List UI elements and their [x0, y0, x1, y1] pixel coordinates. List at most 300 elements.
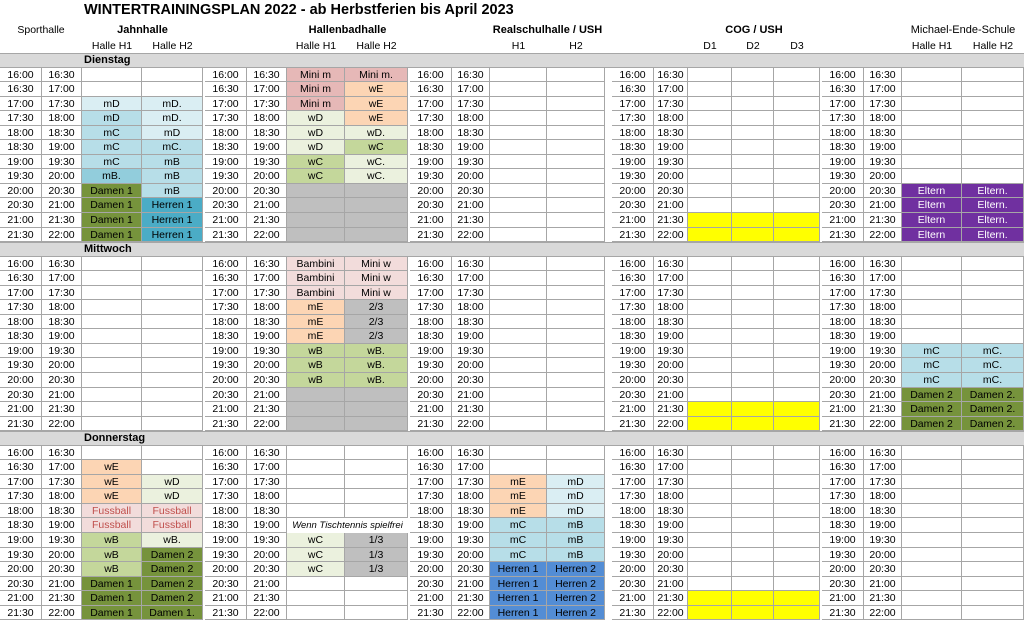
time-from: 20:30: [410, 577, 452, 591]
time-from: 16:00: [205, 68, 247, 82]
time-to: 17:00: [864, 271, 902, 286]
time-to: 18:00: [42, 111, 82, 126]
schedule-cell: wB: [82, 533, 142, 548]
schedule-cell: [547, 460, 605, 475]
schedule-cell: [547, 402, 605, 417]
time-from: 19:00: [612, 155, 654, 169]
schedule-cell: Herren 2: [547, 577, 605, 591]
schedule-cell: [732, 155, 774, 169]
time-from: 16:00: [205, 257, 247, 271]
schedule-cell: wC: [287, 562, 345, 577]
time-from: 20:30: [822, 388, 864, 402]
time-from: 20:30: [612, 388, 654, 402]
schedule-cell: [732, 402, 774, 417]
schedule-cell: [774, 446, 820, 460]
schedule-cell: Herren 2: [547, 606, 605, 620]
time-to: 19:00: [247, 329, 287, 344]
schedule-cell: Herren 1: [142, 213, 203, 228]
schedule-cell: mD: [547, 504, 605, 518]
schedule-cell: Damen 1: [82, 606, 142, 620]
time-from: 20:00: [0, 373, 42, 388]
schedule-cell: wC: [287, 155, 345, 169]
schedule-cell: [962, 562, 1024, 577]
time-to: 17:00: [42, 271, 82, 286]
schedule-cell: Damen 1: [82, 213, 142, 228]
schedule-cell: [688, 388, 732, 402]
time-to: 18:00: [247, 489, 287, 504]
schedule-cell: [490, 417, 547, 431]
time-from: 19:00: [410, 533, 452, 548]
time-from: 20:30: [822, 577, 864, 591]
time-from: 17:30: [410, 489, 452, 504]
schedule-cell: [774, 388, 820, 402]
time-from: 20:30: [0, 198, 42, 213]
time-from: 18:30: [0, 329, 42, 344]
schedule-cell: [82, 402, 142, 417]
schedule-cell: [142, 286, 203, 300]
time-to: 17:00: [42, 82, 82, 97]
time-from: 16:00: [205, 446, 247, 460]
time-from: 17:00: [822, 97, 864, 111]
time-to: 16:30: [247, 257, 287, 271]
time-from: 21:00: [0, 402, 42, 417]
time-from: 19:30: [822, 548, 864, 562]
time-to: 20:30: [247, 184, 287, 198]
time-to: 19:00: [654, 329, 688, 344]
time-to: 22:00: [452, 417, 490, 431]
schedule-cell: [902, 82, 962, 97]
time-to: 20:00: [654, 169, 688, 184]
schedule-cell: [962, 257, 1024, 271]
schedule-cell: [142, 329, 203, 344]
schedule-cell: [287, 460, 345, 475]
time-to: 19:30: [247, 344, 287, 358]
time-from: 20:30: [0, 388, 42, 402]
time-from: 19:30: [822, 169, 864, 184]
schedule-cell: [902, 97, 962, 111]
schedule-cell: [774, 155, 820, 169]
schedule-cell: Damen 2: [902, 417, 962, 431]
time-to: 18:30: [452, 504, 490, 518]
schedule-cell: [774, 300, 820, 315]
time-from: 17:00: [410, 475, 452, 489]
schedule-cell: Mini m.: [345, 68, 408, 82]
schedule-cell: [774, 271, 820, 286]
schedule-cell: [688, 533, 732, 548]
schedule-cell: mD.: [142, 111, 203, 126]
time-from: 16:30: [410, 271, 452, 286]
schedule-cell: [774, 329, 820, 344]
schedule-cell: [345, 591, 408, 606]
time-from: 19:00: [612, 344, 654, 358]
schedule-cell: [688, 475, 732, 489]
schedule-cell: [688, 548, 732, 562]
time-to: 21:30: [42, 591, 82, 606]
schedule-cell: mC: [490, 518, 547, 533]
time-from: 21:30: [612, 606, 654, 620]
schedule-cell: Damen 2.: [962, 388, 1024, 402]
schedule-cell: [547, 329, 605, 344]
schedule-cell: [774, 489, 820, 504]
time-to: 20:30: [654, 184, 688, 198]
schedule-cell: [82, 68, 142, 82]
time-from: 19:30: [0, 358, 42, 373]
time-from: 17:00: [612, 475, 654, 489]
time-to: 22:00: [247, 228, 287, 242]
schedule-cell: [688, 228, 732, 242]
time-to: 19:30: [864, 155, 902, 169]
time-from: 21:30: [612, 417, 654, 431]
time-from: 18:00: [410, 315, 452, 329]
schedule-cell: wE: [345, 111, 408, 126]
schedule-cell: mE: [287, 315, 345, 329]
time-from: 20:30: [410, 198, 452, 213]
time-from: 16:30: [822, 82, 864, 97]
time-from: 20:00: [0, 184, 42, 198]
schedule-cell: wB.: [142, 533, 203, 548]
schedule-cell: wD: [287, 140, 345, 155]
schedule-cell: [902, 68, 962, 82]
time-to: 19:30: [654, 344, 688, 358]
time-to: 20:30: [42, 184, 82, 198]
time-to: 16:30: [654, 446, 688, 460]
schedule-cell: [547, 373, 605, 388]
schedule-cell: [962, 271, 1024, 286]
schedule-cell: [490, 169, 547, 184]
time-to: 16:30: [864, 257, 902, 271]
schedule-cell: [962, 82, 1024, 97]
schedule-cell: [688, 562, 732, 577]
schedule-cell: [490, 97, 547, 111]
schedule-cell: [962, 140, 1024, 155]
time-from: 16:30: [612, 82, 654, 97]
schedule-cell: Fussball: [82, 504, 142, 518]
time-to: 22:00: [654, 606, 688, 620]
schedule-cell: [732, 577, 774, 591]
time-to: 18:00: [247, 111, 287, 126]
schedule-cell: [902, 548, 962, 562]
schedule-cell: [902, 286, 962, 300]
schedule-cell: [732, 126, 774, 140]
time-from: 17:30: [612, 300, 654, 315]
schedule-cell: [732, 475, 774, 489]
schedule-cell: [82, 82, 142, 97]
time-from: 17:30: [612, 489, 654, 504]
schedule-cell: [962, 489, 1024, 504]
time-from: 18:00: [205, 504, 247, 518]
schedule-cell: mC.: [962, 373, 1024, 388]
schedule-cell: wC: [345, 140, 408, 155]
page-title: WINTERTRAININGSPLAN 2022 - ab Herbstferien bis April 2023: [84, 2, 514, 18]
schedule-cell: [547, 97, 605, 111]
schedule-cell: Eltern: [902, 213, 962, 228]
time-to: 20:30: [864, 562, 902, 577]
schedule-cell: [902, 315, 962, 329]
schedule-cell: [547, 155, 605, 169]
time-from: 18:30: [0, 518, 42, 533]
schedule-cell: [142, 358, 203, 373]
schedule-cell: [547, 140, 605, 155]
schedule-cell: [490, 388, 547, 402]
time-to: 20:30: [452, 184, 490, 198]
schedule-cell: [82, 300, 142, 315]
schedule-cell: Mini w: [345, 286, 408, 300]
time-from: 16:00: [822, 257, 864, 271]
schedule-cell: [774, 373, 820, 388]
schedule-cell: [345, 489, 408, 504]
time-to: 21:30: [452, 402, 490, 417]
schedule-cell: Eltern: [902, 184, 962, 198]
schedule-cell: [490, 257, 547, 271]
schedule-cell: wB.: [345, 344, 408, 358]
time-to: 20:00: [247, 169, 287, 184]
schedule-cell: [962, 286, 1024, 300]
time-from: 21:00: [205, 591, 247, 606]
schedule-cell: [287, 489, 345, 504]
schedule-cell: [902, 460, 962, 475]
schedule-cell: [142, 68, 203, 82]
schedule-cell: [902, 489, 962, 504]
schedule-cell: [287, 213, 345, 228]
time-from: 19:30: [410, 358, 452, 373]
schedule-cell: [547, 228, 605, 242]
time-from: 21:30: [410, 228, 452, 242]
schedule-cell: [345, 184, 408, 198]
time-to: 21:00: [864, 198, 902, 213]
schedule-cell: Herren 1: [142, 198, 203, 213]
schedule-cell: wB.: [345, 373, 408, 388]
time-to: 18:00: [452, 489, 490, 504]
time-to: 20:00: [864, 358, 902, 373]
time-to: 21:00: [654, 388, 688, 402]
schedule-cell: wC: [287, 533, 345, 548]
schedule-cell: [774, 562, 820, 577]
time-to: 19:00: [452, 329, 490, 344]
schedule-cell: [962, 315, 1024, 329]
schedule-cell: wB: [82, 548, 142, 562]
time-from: 20:30: [410, 388, 452, 402]
schedule-cell: mC.: [962, 344, 1024, 358]
time-to: 16:30: [864, 446, 902, 460]
schedule-cell: [732, 388, 774, 402]
time-to: 17:00: [247, 460, 287, 475]
time-from: 17:30: [410, 300, 452, 315]
time-from: 18:00: [612, 315, 654, 329]
time-to: 17:30: [864, 97, 902, 111]
time-to: 17:30: [247, 475, 287, 489]
schedule-cell: wC.: [345, 169, 408, 184]
time-from: 20:30: [0, 577, 42, 591]
header-sporthalle: Sporthalle: [17, 24, 65, 36]
schedule-cell: [732, 460, 774, 475]
schedule-cell: [142, 402, 203, 417]
schedule-cell: [962, 329, 1024, 344]
time-from: 16:30: [612, 460, 654, 475]
schedule-cell: [732, 169, 774, 184]
time-to: 19:00: [42, 518, 82, 533]
time-from: 21:00: [205, 402, 247, 417]
schedule-cell: [902, 533, 962, 548]
time-to: 20:30: [247, 562, 287, 577]
time-to: 21:30: [654, 591, 688, 606]
schedule-cell: [732, 533, 774, 548]
time-to: 16:30: [247, 68, 287, 82]
time-to: 22:00: [42, 417, 82, 431]
schedule-cell: Herren 1: [490, 562, 547, 577]
time-from: 19:30: [205, 358, 247, 373]
schedule-cell: [82, 329, 142, 344]
time-to: 16:30: [452, 446, 490, 460]
time-from: 20:00: [612, 373, 654, 388]
schedule-cell: [490, 140, 547, 155]
schedule-cell: [345, 460, 408, 475]
schedule-cell: [287, 446, 345, 460]
schedule-cell: [688, 271, 732, 286]
time-from: 19:30: [612, 548, 654, 562]
time-from: 17:00: [205, 97, 247, 111]
time-from: 21:30: [822, 606, 864, 620]
schedule-cell: [732, 97, 774, 111]
time-from: 19:30: [612, 358, 654, 373]
time-to: 18:00: [452, 111, 490, 126]
schedule-cell: [688, 417, 732, 431]
schedule-cell: [490, 373, 547, 388]
schedule-cell: [688, 68, 732, 82]
schedule-cell: [688, 489, 732, 504]
time-from: 21:00: [612, 213, 654, 228]
schedule-cell: [962, 68, 1024, 82]
schedule-cell: [490, 126, 547, 140]
time-from: 18:30: [612, 329, 654, 344]
schedule-cell: Eltern.: [962, 228, 1024, 242]
time-from: 16:30: [0, 271, 42, 286]
time-to: 20:00: [452, 169, 490, 184]
time-from: 19:00: [0, 155, 42, 169]
time-to: 18:00: [654, 489, 688, 504]
time-to: 16:30: [247, 446, 287, 460]
time-from: 16:00: [410, 257, 452, 271]
schedule-cell: 1/3: [345, 562, 408, 577]
time-to: 20:30: [654, 373, 688, 388]
time-to: 20:00: [247, 358, 287, 373]
schedule-cell: Bambini: [287, 257, 345, 271]
time-to: 20:30: [42, 373, 82, 388]
schedule-cell: [547, 126, 605, 140]
time-from: 18:00: [410, 126, 452, 140]
schedule-cell: mD.: [142, 97, 203, 111]
time-from: 21:00: [410, 213, 452, 228]
schedule-cell: [774, 257, 820, 271]
time-from: 20:00: [205, 373, 247, 388]
schedule-cell: [962, 518, 1024, 533]
time-to: 16:30: [452, 68, 490, 82]
time-to: 17:30: [42, 286, 82, 300]
schedule-cell: mB: [547, 533, 605, 548]
time-from: 18:00: [205, 315, 247, 329]
schedule-cell: [345, 475, 408, 489]
schedule-cell: [547, 257, 605, 271]
schedule-cell: [490, 358, 547, 373]
time-to: 20:30: [42, 562, 82, 577]
schedule-table: [0, 22, 1024, 618]
schedule-cell: Mini m: [287, 82, 345, 97]
time-from: 19:30: [410, 548, 452, 562]
schedule-cell: [774, 417, 820, 431]
time-to: 21:00: [247, 577, 287, 591]
time-to: 17:00: [654, 460, 688, 475]
time-to: 19:00: [654, 140, 688, 155]
schedule-cell: [962, 155, 1024, 169]
time-from: 17:30: [822, 300, 864, 315]
time-to: 17:30: [247, 286, 287, 300]
time-from: 21:00: [612, 402, 654, 417]
schedule-cell: mD: [547, 489, 605, 504]
time-to: 21:00: [864, 388, 902, 402]
time-to: 20:00: [42, 548, 82, 562]
schedule-cell: [490, 344, 547, 358]
time-from: 17:00: [410, 97, 452, 111]
schedule-cell: [774, 68, 820, 82]
time-from: 17:30: [612, 111, 654, 126]
schedule-cell: [732, 358, 774, 373]
schedule-cell: [688, 577, 732, 591]
time-from: 21:00: [822, 213, 864, 228]
schedule-cell: mB: [547, 548, 605, 562]
time-to: 17:30: [452, 475, 490, 489]
time-to: 17:00: [452, 271, 490, 286]
schedule-cell: [902, 111, 962, 126]
schedule-cell: [82, 373, 142, 388]
schedule-cell: Damen 2: [142, 548, 203, 562]
time-to: 21:30: [42, 213, 82, 228]
time-to: 21:30: [864, 402, 902, 417]
schedule-cell: [774, 344, 820, 358]
time-to: 17:30: [864, 475, 902, 489]
schedule-cell: [490, 82, 547, 97]
schedule-cell: Damen 2: [902, 402, 962, 417]
schedule-cell: [732, 344, 774, 358]
time-to: 20:30: [247, 373, 287, 388]
schedule-cell: [547, 300, 605, 315]
time-to: 19:00: [452, 140, 490, 155]
time-to: 22:00: [864, 606, 902, 620]
schedule-cell: wE: [82, 475, 142, 489]
venue-header: Hallenbadhalle: [308, 24, 387, 36]
time-from: 18:00: [410, 504, 452, 518]
time-to: 20:00: [42, 169, 82, 184]
time-from: 20:30: [612, 577, 654, 591]
time-from: 19:30: [205, 169, 247, 184]
time-to: 22:00: [864, 417, 902, 431]
time-from: 16:30: [205, 460, 247, 475]
schedule-cell: wB: [82, 562, 142, 577]
schedule-cell: [774, 475, 820, 489]
schedule-cell: mB: [142, 155, 203, 169]
time-to: 20:30: [654, 562, 688, 577]
note-text: Wenn Tischtennis spielfrei: [287, 518, 408, 533]
time-to: 21:30: [247, 213, 287, 228]
schedule-cell: [688, 358, 732, 373]
time-to: 17:30: [452, 97, 490, 111]
schedule-cell: [688, 518, 732, 533]
time-to: 20:00: [654, 358, 688, 373]
schedule-cell: [547, 417, 605, 431]
schedule-cell: [345, 198, 408, 213]
time-to: 20:00: [452, 358, 490, 373]
schedule-cell: [732, 300, 774, 315]
time-to: 19:30: [864, 533, 902, 548]
schedule-cell: [345, 213, 408, 228]
